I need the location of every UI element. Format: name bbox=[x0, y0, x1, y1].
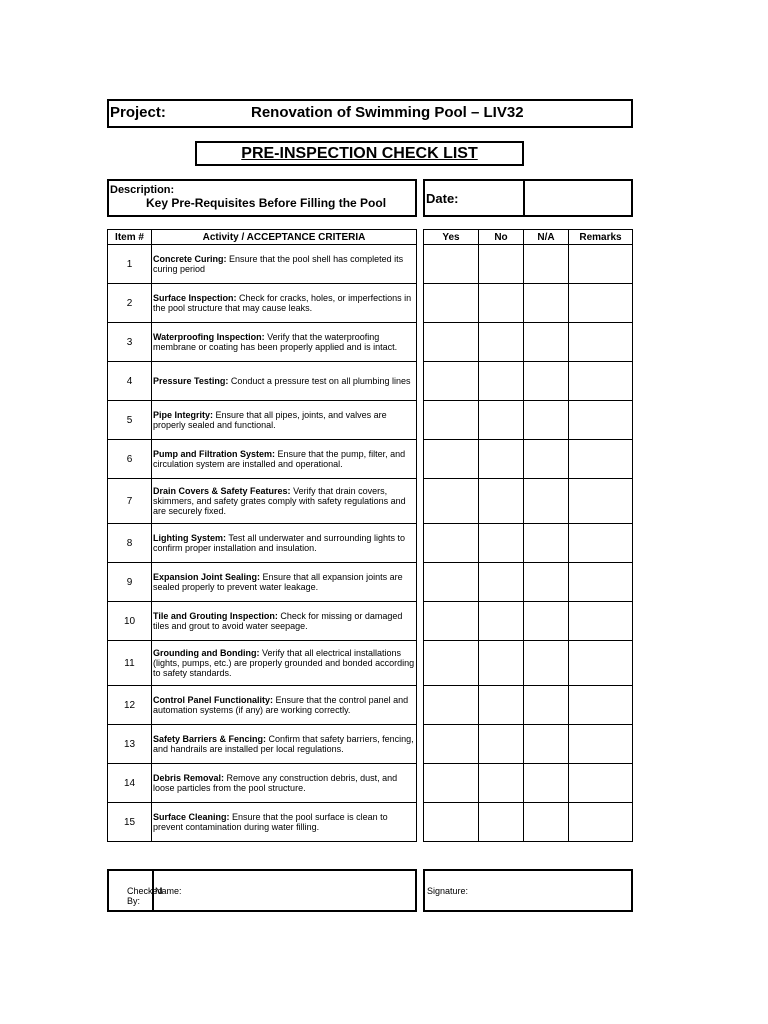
table-row bbox=[108, 479, 417, 524]
item-number: 4 bbox=[108, 362, 152, 401]
page-title-box bbox=[195, 141, 524, 166]
table-row bbox=[108, 284, 417, 323]
checked-by-label: Checked By: bbox=[127, 886, 163, 906]
na-cell[interactable] bbox=[524, 764, 569, 803]
activity-cell bbox=[152, 362, 417, 401]
activity-cell bbox=[152, 563, 417, 602]
activity-cell bbox=[152, 641, 417, 686]
activity-title: Debris Removal: bbox=[153, 773, 225, 783]
remarks-cell[interactable] bbox=[569, 440, 633, 479]
activity-title: Lighting System: bbox=[153, 533, 227, 543]
activity-text: Ensure that the control panel and automation systems (if any) are working correctly. bbox=[153, 695, 409, 715]
na-cell[interactable] bbox=[524, 362, 569, 401]
activity-cell bbox=[152, 323, 417, 362]
na-cell[interactable] bbox=[524, 641, 569, 686]
remarks-cell[interactable] bbox=[569, 245, 633, 284]
check-row bbox=[424, 563, 633, 602]
check-row bbox=[424, 725, 633, 764]
yes-cell[interactable] bbox=[424, 284, 479, 323]
yes-cell[interactable] bbox=[424, 524, 479, 563]
no-cell[interactable] bbox=[479, 686, 524, 725]
remarks-cell[interactable] bbox=[569, 323, 633, 362]
table-row bbox=[108, 401, 417, 440]
yes-cell[interactable] bbox=[424, 602, 479, 641]
na-cell[interactable] bbox=[524, 725, 569, 764]
activity-text: Ensure that the pump, filter, and circulation system are installed and operational. bbox=[153, 449, 406, 469]
table-row bbox=[108, 524, 417, 563]
description-value: Key Pre-Requisites Before Filling the Pool bbox=[146, 196, 387, 210]
table-row bbox=[108, 440, 417, 479]
table-row bbox=[108, 563, 417, 602]
activity-title: Control Panel Functionality: bbox=[153, 695, 274, 705]
remarks-cell[interactable] bbox=[569, 563, 633, 602]
activity-cell bbox=[152, 524, 417, 563]
activity-text: Remove any construction debris, dust, and loose particles from the pool structure. bbox=[153, 773, 398, 793]
header-item: Item # bbox=[108, 230, 152, 245]
yes-cell[interactable] bbox=[424, 440, 479, 479]
no-cell[interactable] bbox=[479, 479, 524, 524]
header-yes: Yes bbox=[424, 230, 479, 245]
no-cell[interactable] bbox=[479, 602, 524, 641]
activity-title: Pipe Integrity: bbox=[153, 410, 214, 420]
activity-title: Tile and Grouting Inspection: bbox=[153, 611, 278, 621]
yes-cell[interactable] bbox=[424, 764, 479, 803]
na-cell[interactable] bbox=[524, 563, 569, 602]
no-cell[interactable] bbox=[479, 245, 524, 284]
item-number: 11 bbox=[108, 641, 152, 686]
table-row bbox=[108, 686, 417, 725]
activity-title: Expansion Joint Sealing: bbox=[153, 572, 261, 582]
date-box bbox=[423, 179, 633, 217]
yes-cell[interactable] bbox=[424, 362, 479, 401]
yes-cell[interactable] bbox=[424, 563, 479, 602]
activity-title: Surface Inspection: bbox=[153, 293, 237, 303]
remarks-cell[interactable] bbox=[569, 401, 633, 440]
header-activity: Activity / ACCEPTANCE CRITERIA bbox=[152, 230, 417, 245]
item-number: 15 bbox=[108, 803, 152, 842]
check-row bbox=[424, 245, 633, 284]
signature-label: Signature: bbox=[427, 886, 469, 896]
activity-text: Ensure that the pool shell has completed its curing period bbox=[153, 254, 404, 274]
no-cell[interactable] bbox=[479, 764, 524, 803]
activity-text: Check for cracks, holes, or imperfections in the pool structure that may cause leaks. bbox=[153, 293, 412, 313]
no-cell[interactable] bbox=[479, 524, 524, 563]
item-number: 9 bbox=[108, 563, 152, 602]
activity-text: Test all underwater and surrounding lights to confirm proper installation and insulation. bbox=[153, 533, 405, 553]
na-cell[interactable] bbox=[524, 401, 569, 440]
remarks-cell[interactable] bbox=[569, 641, 633, 686]
activity-cell bbox=[152, 764, 417, 803]
item-number: 1 bbox=[108, 245, 152, 284]
footer-divider bbox=[152, 871, 154, 910]
remarks-cell[interactable] bbox=[569, 479, 633, 524]
no-cell[interactable] bbox=[479, 401, 524, 440]
yes-cell[interactable] bbox=[424, 725, 479, 764]
header-remarks: Remarks bbox=[569, 230, 633, 245]
check-row bbox=[424, 323, 633, 362]
no-cell[interactable] bbox=[479, 641, 524, 686]
item-number: 5 bbox=[108, 401, 152, 440]
activity-title: Safety Barriers & Fencing: bbox=[153, 734, 267, 744]
activity-title: Surface Cleaning: bbox=[153, 812, 230, 822]
activity-cell bbox=[152, 401, 417, 440]
remarks-cell[interactable] bbox=[569, 524, 633, 563]
activity-title: Concrete Curing: bbox=[153, 254, 227, 264]
item-number: 6 bbox=[108, 440, 152, 479]
project-label: Project: bbox=[110, 104, 166, 121]
na-cell[interactable] bbox=[524, 803, 569, 842]
remarks-cell[interactable] bbox=[569, 686, 633, 725]
check-row bbox=[424, 362, 633, 401]
yes-cell[interactable] bbox=[424, 401, 479, 440]
check-row bbox=[424, 440, 633, 479]
project-header bbox=[107, 99, 633, 128]
check-row bbox=[424, 602, 633, 641]
no-cell[interactable] bbox=[479, 362, 524, 401]
yes-cell[interactable] bbox=[424, 686, 479, 725]
yes-cell[interactable] bbox=[424, 641, 479, 686]
item-number: 10 bbox=[108, 602, 152, 641]
activity-text: Check for missing or damaged tiles and grout to avoid water seepage. bbox=[153, 611, 403, 631]
na-cell[interactable] bbox=[524, 524, 569, 563]
activity-text: Ensure that all expansion joints are sealed properly to prevent water leakage. bbox=[153, 572, 403, 592]
no-cell[interactable] bbox=[479, 803, 524, 842]
activity-title: Pressure Testing: bbox=[153, 376, 229, 386]
no-cell[interactable] bbox=[479, 440, 524, 479]
check-row bbox=[424, 803, 633, 842]
item-number: 3 bbox=[108, 323, 152, 362]
no-cell[interactable] bbox=[479, 323, 524, 362]
activity-cell bbox=[152, 602, 417, 641]
activity-text: Verify that the waterproofing membrane or coating has been properly applied and is intact. bbox=[153, 332, 398, 352]
check-row bbox=[424, 284, 633, 323]
no-cell[interactable] bbox=[479, 725, 524, 764]
activity-text: Verify that drain covers, skimmers, and safety grates comply with safety regulations and are securely fixed. bbox=[153, 486, 406, 516]
remarks-cell[interactable] bbox=[569, 803, 633, 842]
activity-table bbox=[107, 229, 417, 842]
no-cell[interactable] bbox=[479, 284, 524, 323]
project-name: Renovation of Swimming Pool – LIV32 bbox=[251, 104, 524, 121]
table-row bbox=[108, 764, 417, 803]
table-row bbox=[108, 245, 417, 284]
na-cell[interactable] bbox=[524, 602, 569, 641]
description-label: Description: bbox=[110, 184, 175, 196]
item-number: 12 bbox=[108, 686, 152, 725]
table-row bbox=[108, 362, 417, 401]
item-number: 7 bbox=[108, 479, 152, 524]
activity-cell bbox=[152, 284, 417, 323]
activity-text: Confirm that safety barriers, fencing, and handrails are installed per local regulations. bbox=[153, 734, 414, 754]
na-cell[interactable] bbox=[524, 686, 569, 725]
check-row bbox=[424, 641, 633, 686]
na-cell[interactable] bbox=[524, 284, 569, 323]
activity-text: Conduct a pressure test on all plumbing lines bbox=[228, 376, 411, 386]
remarks-cell[interactable] bbox=[569, 602, 633, 641]
activity-cell bbox=[152, 440, 417, 479]
check-row bbox=[424, 524, 633, 563]
yes-cell[interactable] bbox=[424, 323, 479, 362]
activity-title: Grounding and Bonding: bbox=[153, 648, 260, 658]
check-row bbox=[424, 764, 633, 803]
name-label: Name: bbox=[155, 886, 182, 896]
activity-cell bbox=[152, 479, 417, 524]
item-number: 13 bbox=[108, 725, 152, 764]
remarks-cell[interactable] bbox=[569, 284, 633, 323]
no-cell[interactable] bbox=[479, 563, 524, 602]
remarks-cell[interactable] bbox=[569, 362, 633, 401]
signature-box bbox=[423, 869, 633, 912]
na-cell[interactable] bbox=[524, 479, 569, 524]
activity-cell bbox=[152, 725, 417, 764]
page-title: PRE-INSPECTION CHECK LIST bbox=[241, 145, 478, 162]
table-row bbox=[108, 602, 417, 641]
activity-title: Pump and Filtration System: bbox=[153, 449, 276, 459]
header-no: No bbox=[479, 230, 524, 245]
activity-cell bbox=[152, 803, 417, 842]
activity-text: Verify that all electrical installations (lights, pumps, etc.) are properly grounded and bonded according to safety standards. bbox=[153, 648, 415, 678]
yes-cell[interactable] bbox=[424, 479, 479, 524]
activity-title: Waterproofing Inspection: bbox=[153, 332, 265, 342]
check-row bbox=[424, 401, 633, 440]
remarks-cell[interactable] bbox=[569, 725, 633, 764]
table-row bbox=[108, 725, 417, 764]
date-divider bbox=[523, 181, 525, 215]
item-number: 2 bbox=[108, 284, 152, 323]
date-label: Date: bbox=[426, 191, 459, 206]
yes-cell[interactable] bbox=[424, 803, 479, 842]
table-row bbox=[108, 803, 417, 842]
remarks-cell[interactable] bbox=[569, 764, 633, 803]
check-row bbox=[424, 686, 633, 725]
activity-text: Ensure that the pool surface is clean to prevent contamination during water filling. bbox=[153, 812, 388, 832]
activity-title: Drain Covers & Safety Features: bbox=[153, 486, 291, 496]
table-row bbox=[108, 323, 417, 362]
item-number: 14 bbox=[108, 764, 152, 803]
table-row bbox=[108, 641, 417, 686]
description-box bbox=[107, 179, 417, 217]
activity-text: Ensure that all pipes, joints, and valves are properly sealed and functional. bbox=[153, 410, 387, 430]
check-row bbox=[424, 479, 633, 524]
activity-cell bbox=[152, 686, 417, 725]
na-cell[interactable] bbox=[524, 323, 569, 362]
na-cell[interactable] bbox=[524, 245, 569, 284]
header-na: N/A bbox=[524, 230, 569, 245]
checked-by-box bbox=[107, 869, 417, 912]
na-cell[interactable] bbox=[524, 440, 569, 479]
yes-cell[interactable] bbox=[424, 245, 479, 284]
check-table bbox=[423, 229, 633, 842]
activity-cell bbox=[152, 245, 417, 284]
item-number: 8 bbox=[108, 524, 152, 563]
